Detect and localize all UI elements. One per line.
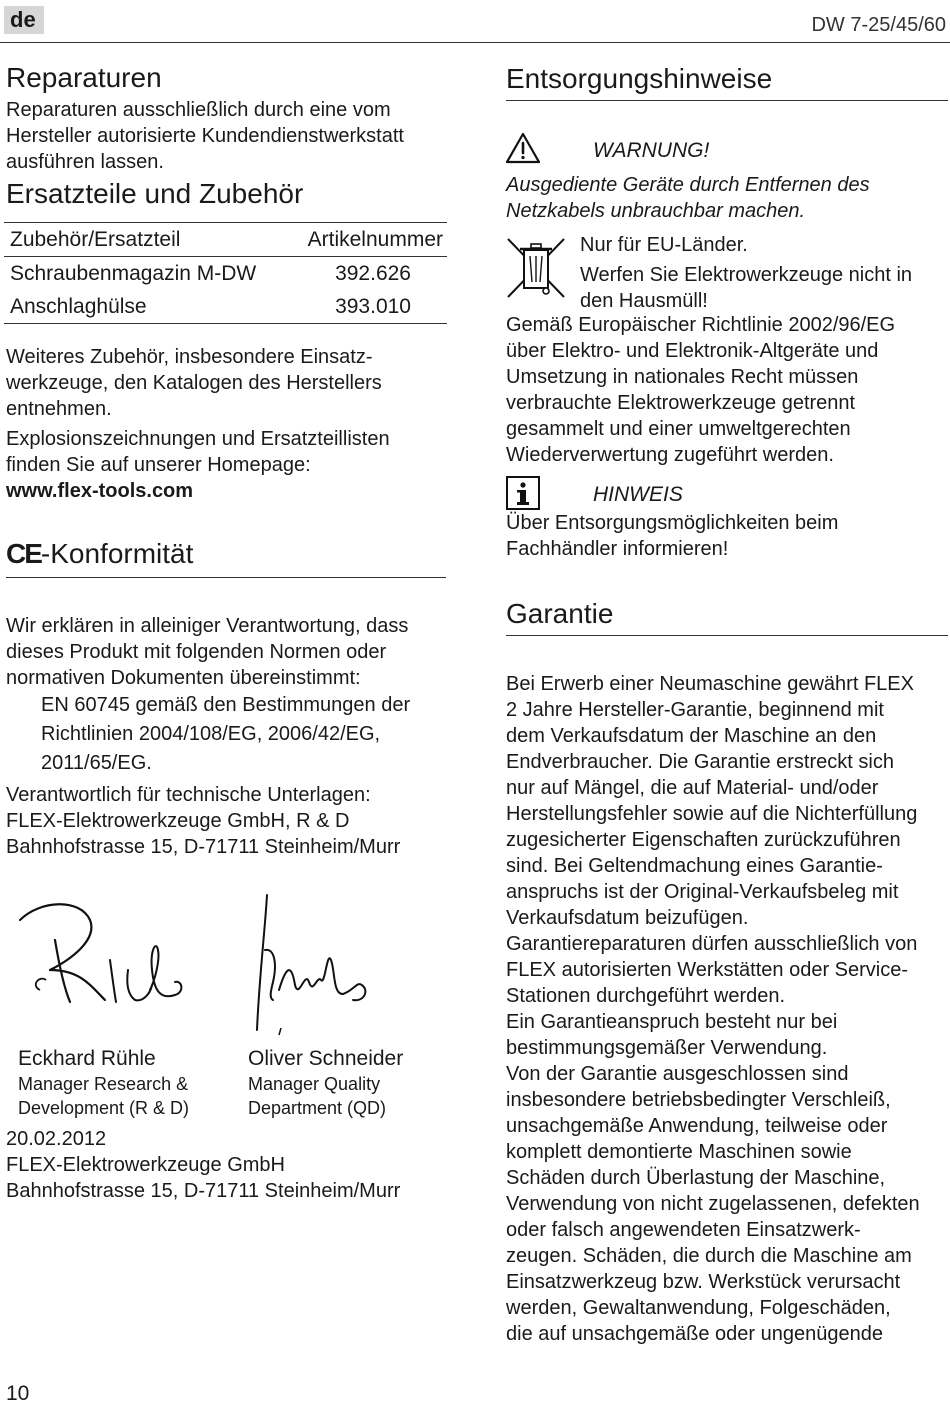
exploded-views-note: Explosionszeichnungen und Ersatzteillisten finden Sie auf unserer Homepage: www.flex-tools.com: [6, 426, 446, 504]
info-icon: [506, 476, 540, 510]
part-number: 393.010: [287, 290, 447, 324]
hint-label: HINWEIS: [593, 483, 683, 506]
signature-schneider: [245, 890, 385, 1040]
col-header-number: Artikelnummer: [287, 223, 447, 257]
directive-text: Gemäß Europäischer Richtlinie 2002/96/EG über Elektro- und Elektronik-Altgeräte und Umsetzung in nationales Recht müssen verbrauchte Elektrowerkzeuge getrennt gesammelt und einer umweltgerechten Wiederverwertung zugeführt werden.: [506, 314, 896, 466]
page-number: 10: [6, 1382, 30, 1405]
warning-triangle-icon: [505, 132, 541, 164]
table-row: [4, 290, 447, 324]
warranty-rule: [506, 635, 948, 636]
disposal-rule: [506, 100, 948, 101]
hint-text: Über Entsorgungsmöglichkeiten beim Fachhändler informieren!: [506, 512, 839, 560]
parts-table: [4, 222, 447, 324]
language-tag: de: [4, 6, 44, 34]
ce-mark-icon: CE: [6, 538, 41, 569]
signature-ruehle: [10, 890, 210, 1020]
part-name: Anschlaghülse: [4, 290, 287, 324]
standards-text: EN 60745 gemäß den Bestimmungen der Richtlinien 2004/108/EG, 2006/42/EG, 2011/65/EG.: [41, 694, 411, 774]
parts-table-header: [4, 223, 447, 257]
part-name: Schraubenmagazin M-DW: [10, 261, 257, 285]
col-header-part: Zubehör/Ersatzteil: [4, 223, 287, 257]
disposal-heading: Entsorgungshinweise: [506, 63, 773, 94]
website-link[interactable]: www.flex-tools.com: [6, 480, 194, 502]
declaration-text: Wir erklären in alleiniger Verantwortung, dass dieses Produkt mit folgenden Normen oder normativen Dokumenten übereinstimmt:: [6, 615, 409, 689]
table-row: [4, 257, 447, 291]
conformity-heading: CE-Konformität: [6, 538, 194, 569]
repairs-text: Reparaturen ausschließlich durch eine vom Hersteller autorisierte Kundendienstwerkstatt ausführen lassen.: [6, 99, 404, 173]
header-rule: [0, 42, 950, 43]
signer-schneider: Oliver Schneider Manager Quality Department (QD): [248, 1047, 404, 1118]
responsible-text: Verantwortlich für technische Unterlagen: FLEX-Elektrowerkzeuge GmbH, R & D Bahnhofstrasse 15, D-71711 Steinheim/Murr: [6, 784, 401, 858]
accessories-note: Weiteres Zubehör, insbesondere Einsatz- werkzeuge, den Katalogen des Herstellers entnehmen.: [6, 346, 382, 420]
parts-heading: Ersatzteile und Zubehör: [6, 178, 304, 209]
crossed-bin-icon: [505, 236, 567, 300]
part-number: 392.626: [335, 261, 411, 285]
warranty-text: Bei Erwerb einer Neumaschine gewährt FLEX 2 Jahre Hersteller-Garantie, beginnend mit dem Verkaufsdatum der Maschine an den Endverbraucher. Die Garantie erstreckt sich nur auf Mängel, die auf Material- und/oder Herstellungsfehler sowie auf die Nichterfüllung zugesicherter Eigenschaften zurückzuführen sind. Bei Geltendmachung eines Garantie- anspruchs ist der Original-Verkaufsbeleg mit Verkaufsdatum beizufügen. Garantiereparaturen dürfen ausschließlich von FLEX autorisierten Werkstätten oder Service- Stationen durchgeführt werden. Ein Garantieanspruch besteht nur bei bestimmungsgemäßer Verwendung.: [506, 673, 918, 1059]
warranty-heading: Garantie: [506, 598, 614, 629]
model-number: DW 7-25/45/60: [811, 14, 946, 36]
eu-note: Nur für EU-Länder. Werfen Sie Elektrowerkzeuge nicht in den Hausmüll!: [580, 234, 913, 312]
repairs-heading: Reparaturen: [6, 62, 162, 93]
signer-ruehle: Eckhard Rühle Manager Research & Development (R & D): [18, 1047, 190, 1118]
warranty-exclusions: Von der Garantie ausgeschlossen sind insbesondere betriebsbedingter Verschleiß, unsachgemäße Anwendung, teilweise oder komplett demontierte Maschinen sowie Schäden durch Überlastung der Maschine, Verwendung von nicht zugelassenen, defekten oder falsch angewendeten Einsatzwerk- zeugen. Schäden, die durch die Maschine am Einsatzwerkzeug bzw. Werkstück verursacht werden, Gewaltanwendung, Folgeschäden, die auf unsachgemäße oder ungenügende: [506, 1063, 920, 1345]
warning-text: Ausgediente Geräte durch Entfernen des Netzkabels unbrauchbar machen.: [506, 174, 870, 222]
date-and-address: 20.02.2012 FLEX-Elektrowerkzeuge GmbH Bahnhofstrasse 15, D-71711 Steinheim/Murr: [6, 1128, 401, 1202]
conformity-rule: [6, 577, 446, 578]
warning-label: WARNUNG!: [593, 139, 710, 162]
